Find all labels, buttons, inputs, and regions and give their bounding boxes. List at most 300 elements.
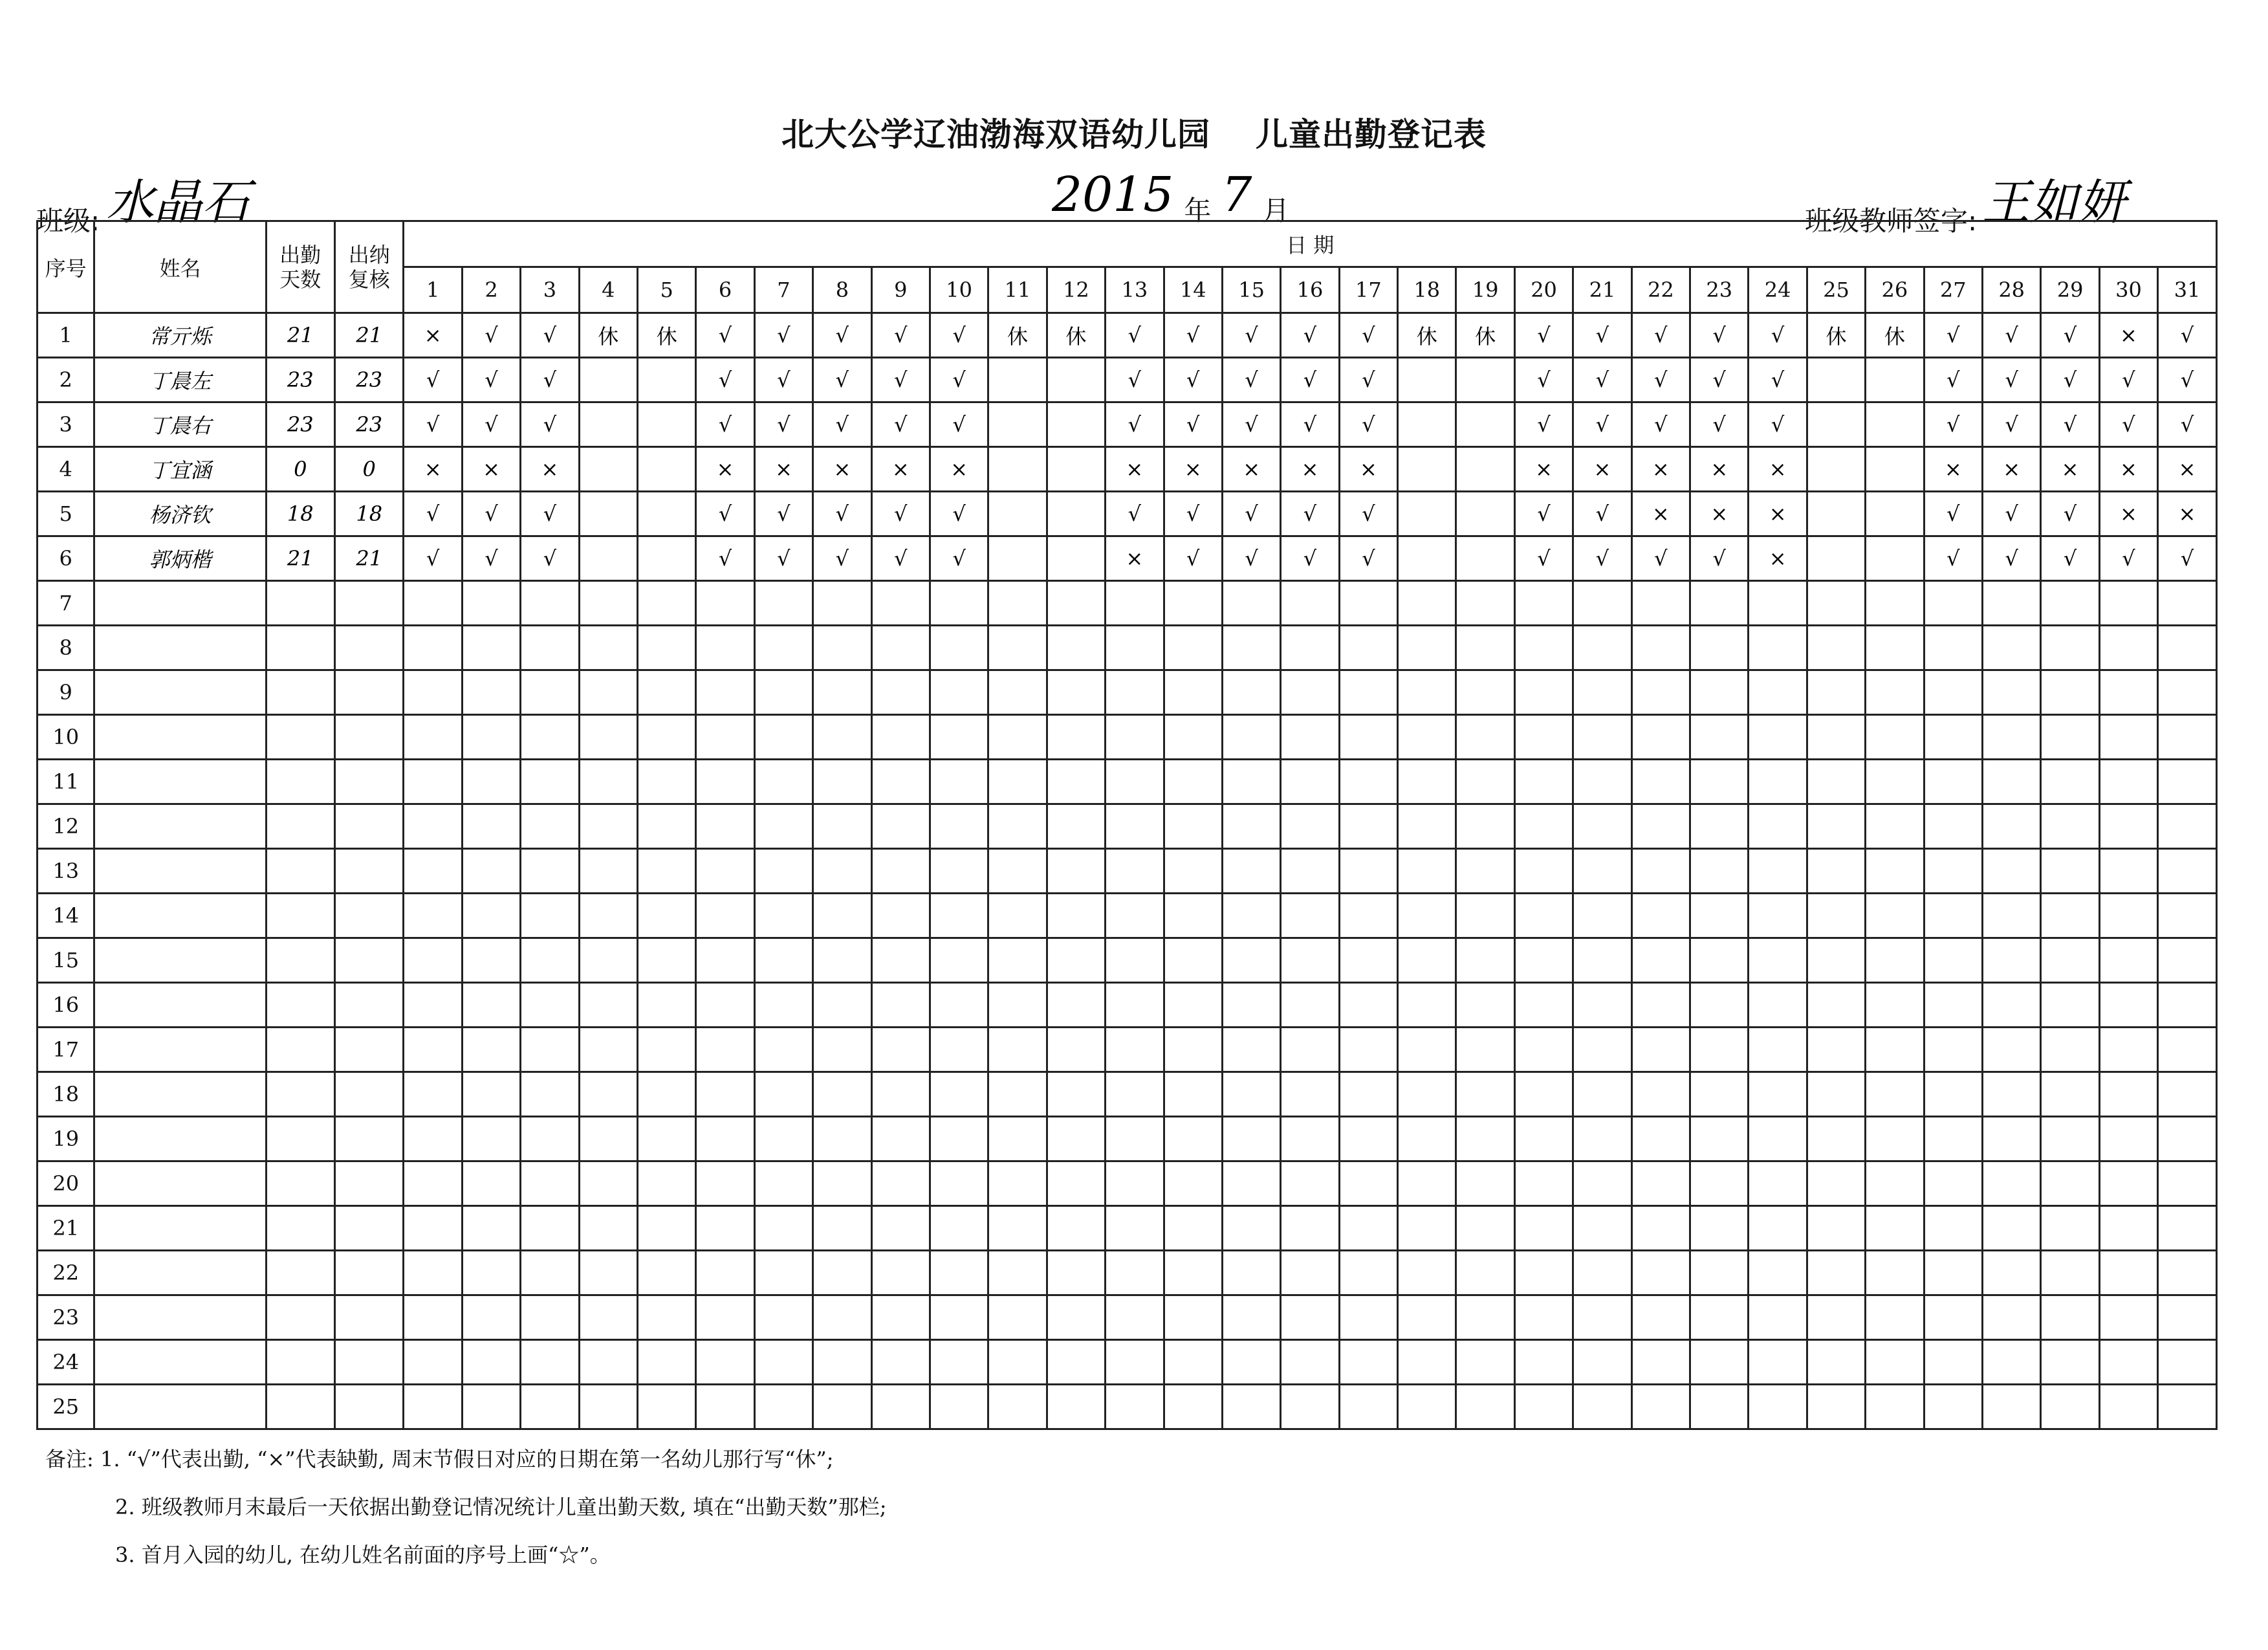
day-cell	[1514, 670, 1573, 715]
day-cell: √	[1982, 536, 2040, 581]
day-cell	[1222, 1340, 1280, 1385]
name-cell: 丁晨右	[94, 402, 266, 447]
review-cell: 21	[334, 313, 403, 358]
day-cell	[1573, 1028, 1631, 1072]
day-cell	[462, 983, 520, 1028]
day-header: 27	[1924, 267, 1982, 313]
day-cell	[579, 715, 637, 760]
day-cell: √	[1690, 402, 1749, 447]
day-cell	[1690, 1385, 1749, 1429]
day-cell: √	[1339, 536, 1397, 581]
day-cell	[1106, 670, 1164, 715]
day-cell	[1631, 804, 1690, 849]
day-cell	[1807, 894, 1865, 938]
day-header: 15	[1222, 267, 1280, 313]
day-cell	[871, 804, 930, 849]
day-cell	[1690, 894, 1749, 938]
seq-cell: 23	[38, 1295, 94, 1340]
day-cell	[1514, 581, 1573, 626]
day-cell	[1398, 1117, 1456, 1161]
day-cell	[813, 938, 871, 983]
day-cell	[988, 402, 1047, 447]
day-cell	[2041, 670, 2099, 715]
seq-cell: 2	[38, 358, 94, 402]
day-cell	[1398, 1161, 1456, 1206]
day-cell	[1631, 1251, 1690, 1295]
day-cell	[1398, 581, 1456, 626]
day-cell	[462, 1028, 520, 1072]
day-cell	[1047, 1251, 1105, 1295]
day-cell	[1106, 1251, 1164, 1295]
day-cell	[1690, 581, 1749, 626]
day-cell	[2099, 804, 2157, 849]
day-cell	[988, 1340, 1047, 1385]
day-cell	[579, 358, 637, 402]
day-cell	[2158, 1161, 2217, 1206]
day-cell	[1982, 1251, 2040, 1295]
day-cell	[1047, 894, 1105, 938]
day-cell	[2041, 1385, 2099, 1429]
day-cell	[1106, 1295, 1164, 1340]
day-cell	[754, 670, 812, 715]
day-cell	[696, 1295, 754, 1340]
day-cell	[1047, 1206, 1105, 1251]
day-cell	[1749, 581, 1807, 626]
day-cell	[579, 1295, 637, 1340]
day-cell	[404, 1340, 462, 1385]
day-cell	[638, 804, 696, 849]
day-cell	[1690, 983, 1749, 1028]
day-cell: √	[1924, 313, 1982, 358]
day-cell	[1222, 983, 1280, 1028]
class-value: 水晶石	[106, 175, 250, 230]
day-cell	[1514, 983, 1573, 1028]
day-cell	[1222, 1206, 1280, 1251]
day-cell: √	[2158, 313, 2217, 358]
day-cell	[521, 626, 579, 670]
day-cell: √	[1749, 313, 1807, 358]
day-cell	[813, 1161, 871, 1206]
attend-days-cell	[266, 670, 334, 715]
day-cell	[521, 1340, 579, 1385]
day-cell	[1398, 402, 1456, 447]
day-cell	[2041, 1028, 2099, 1072]
day-cell	[1631, 983, 1690, 1028]
day-cell	[1573, 581, 1631, 626]
day-cell	[1222, 715, 1280, 760]
table-row	[38, 670, 2217, 715]
day-cell	[638, 983, 696, 1028]
day-cell	[1690, 670, 1749, 715]
day-header: 19	[1456, 267, 1514, 313]
day-cell: √	[2041, 402, 2099, 447]
day-cell: √	[1982, 492, 2040, 536]
day-cell	[754, 1340, 812, 1385]
day-cell	[1047, 492, 1105, 536]
day-cell	[754, 626, 812, 670]
day-cell: √	[754, 358, 812, 402]
day-cell	[1047, 1385, 1105, 1429]
day-cell	[638, 626, 696, 670]
name-cell	[94, 1206, 266, 1251]
name-cell	[94, 1161, 266, 1206]
day-cell	[1982, 1206, 2040, 1251]
day-cell	[1807, 670, 1865, 715]
day-cell	[1631, 760, 1690, 804]
day-cell	[2099, 715, 2157, 760]
day-header: 12	[1047, 267, 1105, 313]
attendance-table	[36, 220, 2218, 1430]
attend-days-cell	[266, 760, 334, 804]
table-row	[38, 581, 2217, 626]
attend-days-cell	[266, 804, 334, 849]
day-cell	[1456, 1206, 1514, 1251]
day-cell	[1514, 938, 1573, 983]
day-cell: √	[1924, 492, 1982, 536]
day-cell	[754, 983, 812, 1028]
day-cell: ×	[2099, 492, 2157, 536]
day-cell: √	[404, 358, 462, 402]
day-cell	[404, 715, 462, 760]
day-cell: ×	[754, 447, 812, 492]
attend-days-cell	[266, 983, 334, 1028]
day-cell	[1982, 894, 2040, 938]
day-cell: ×	[1631, 492, 1690, 536]
day-cell	[1573, 760, 1631, 804]
day-cell	[521, 849, 579, 894]
day-header: 23	[1690, 267, 1749, 313]
day-cell	[871, 670, 930, 715]
day-cell	[579, 1117, 637, 1161]
day-cell	[1514, 1117, 1573, 1161]
day-cell	[930, 1206, 988, 1251]
attend-days-cell: 21	[266, 536, 334, 581]
review-cell	[334, 1028, 403, 1072]
day-cell	[1924, 581, 1982, 626]
day-cell	[871, 849, 930, 894]
day-cell: √	[2041, 313, 2099, 358]
day-cell	[1106, 760, 1164, 804]
day-cell	[988, 581, 1047, 626]
note-2: 2. 班级教师月末最后一天依据出勤登记情况统计儿童出勤天数, 填在“出勤天数”那栏;	[115, 1495, 887, 1519]
day-cell	[1924, 1251, 1982, 1295]
day-cell	[462, 1295, 520, 1340]
day-cell	[1047, 626, 1105, 670]
day-cell	[1982, 804, 2040, 849]
day-cell: √	[813, 313, 871, 358]
day-cell	[871, 1161, 930, 1206]
day-cell: √	[2158, 402, 2217, 447]
day-cell	[1866, 402, 1924, 447]
review-cell	[334, 938, 403, 983]
day-cell	[579, 492, 637, 536]
day-cell	[404, 1251, 462, 1295]
day-cell	[1047, 1161, 1105, 1206]
table-row	[38, 1117, 2217, 1161]
day-cell	[1456, 1340, 1514, 1385]
day-cell: ×	[1339, 447, 1397, 492]
day-cell	[462, 1161, 520, 1206]
day-cell	[1749, 1206, 1807, 1251]
day-cell	[2158, 1295, 2217, 1340]
day-cell: √	[1514, 492, 1573, 536]
day-cell	[2099, 1206, 2157, 1251]
day-cell: √	[871, 402, 930, 447]
day-header: 10	[930, 267, 988, 313]
day-cell	[871, 1117, 930, 1161]
day-cell	[1339, 1340, 1397, 1385]
attend-days-cell	[266, 715, 334, 760]
day-cell	[1749, 938, 1807, 983]
seq-cell: 6	[38, 536, 94, 581]
attend-days-cell	[266, 1117, 334, 1161]
day-cell	[2041, 894, 2099, 938]
day-cell: √	[462, 492, 520, 536]
day-cell	[2158, 1072, 2217, 1117]
day-cell	[1222, 1161, 1280, 1206]
table-row	[38, 447, 2217, 492]
day-cell	[2099, 1117, 2157, 1161]
day-header: 4	[579, 267, 637, 313]
seq-cell: 17	[38, 1028, 94, 1072]
day-cell: √	[1514, 536, 1573, 581]
day-cell	[462, 715, 520, 760]
day-cell	[754, 938, 812, 983]
day-cell: √	[1982, 358, 2040, 402]
day-cell	[521, 938, 579, 983]
day-cell	[1807, 402, 1865, 447]
day-cell	[1047, 1340, 1105, 1385]
attend-days-cell	[266, 1072, 334, 1117]
day-cell: √	[1164, 402, 1222, 447]
day-cell	[930, 626, 988, 670]
day-cell	[1924, 1385, 1982, 1429]
day-cell: ×	[1982, 447, 2040, 492]
day-cell: √	[1222, 492, 1280, 536]
day-cell: √	[521, 492, 579, 536]
day-cell	[2041, 581, 2099, 626]
day-cell	[1690, 1295, 1749, 1340]
day-cell	[754, 1251, 812, 1295]
day-cell: √	[930, 402, 988, 447]
day-cell	[813, 760, 871, 804]
day-cell	[1866, 804, 1924, 849]
day-cell	[696, 938, 754, 983]
seq-cell: 22	[38, 1251, 94, 1295]
day-cell	[1866, 1340, 1924, 1385]
day-cell	[930, 715, 988, 760]
day-cell	[521, 581, 579, 626]
day-cell	[871, 760, 930, 804]
day-cell	[579, 581, 637, 626]
day-cell	[930, 1340, 988, 1385]
day-cell	[1398, 626, 1456, 670]
day-cell	[1573, 1385, 1631, 1429]
day-cell	[1222, 849, 1280, 894]
day-cell	[1339, 760, 1397, 804]
day-cell	[1164, 1028, 1222, 1072]
table-row	[38, 983, 2217, 1028]
table-row	[38, 760, 2217, 804]
seq-cell: 25	[38, 1385, 94, 1429]
day-cell	[462, 1340, 520, 1385]
teacher-signature: 王如妍	[1982, 175, 2126, 230]
day-cell: 休	[579, 313, 637, 358]
year-value: 2015	[1052, 167, 1174, 223]
day-cell	[2158, 894, 2217, 938]
day-cell	[1866, 760, 1924, 804]
day-cell	[1106, 1117, 1164, 1161]
day-cell	[1164, 1161, 1222, 1206]
day-cell	[1866, 358, 1924, 402]
day-cell	[1398, 358, 1456, 402]
day-cell	[1749, 670, 1807, 715]
day-cell	[638, 760, 696, 804]
day-cell	[1866, 581, 1924, 626]
table-row	[38, 626, 2217, 670]
day-cell	[988, 983, 1047, 1028]
day-cell	[1339, 983, 1397, 1028]
day-cell	[930, 804, 988, 849]
day-cell	[1807, 715, 1865, 760]
day-cell	[1281, 715, 1339, 760]
day-cell	[1164, 1295, 1222, 1340]
day-cell	[579, 626, 637, 670]
day-cell: √	[1690, 358, 1749, 402]
day-cell: 休	[988, 313, 1047, 358]
day-cell	[521, 760, 579, 804]
day-cell	[638, 1340, 696, 1385]
day-cell	[1631, 1385, 1690, 1429]
day-cell	[1982, 670, 2040, 715]
day-cell	[2158, 1206, 2217, 1251]
day-cell	[638, 581, 696, 626]
day-cell	[988, 358, 1047, 402]
day-cell	[813, 804, 871, 849]
day-cell	[1807, 1028, 1865, 1072]
day-cell: √	[1222, 358, 1280, 402]
day-cell	[1982, 983, 2040, 1028]
day-cell	[1047, 1028, 1105, 1072]
day-cell	[1749, 1251, 1807, 1295]
day-cell	[1281, 1340, 1339, 1385]
table-row	[38, 1340, 2217, 1385]
day-cell: ×	[1281, 447, 1339, 492]
day-cell	[1807, 1340, 1865, 1385]
day-cell	[579, 1072, 637, 1117]
day-cell	[988, 849, 1047, 894]
day-cell	[2158, 804, 2217, 849]
review-cell: 0	[334, 447, 403, 492]
day-cell	[871, 715, 930, 760]
day-cell	[988, 1251, 1047, 1295]
day-cell	[1749, 1117, 1807, 1161]
day-cell	[1924, 1340, 1982, 1385]
day-cell	[2041, 760, 2099, 804]
day-cell	[930, 1072, 988, 1117]
day-cell: √	[1164, 313, 1222, 358]
day-cell	[1106, 983, 1164, 1028]
day-cell	[404, 1161, 462, 1206]
day-cell	[1164, 581, 1222, 626]
day-header: 29	[2041, 267, 2099, 313]
day-cell: √	[462, 536, 520, 581]
day-cell	[696, 1117, 754, 1161]
attend-days-cell: 21	[266, 313, 334, 358]
day-cell	[1164, 1117, 1222, 1161]
day-cell	[521, 1385, 579, 1429]
day-cell	[1222, 1117, 1280, 1161]
day-cell	[1398, 447, 1456, 492]
day-cell	[1573, 715, 1631, 760]
review-cell: 18	[334, 492, 403, 536]
day-cell	[579, 447, 637, 492]
day-cell	[1807, 358, 1865, 402]
day-cell	[1339, 626, 1397, 670]
day-cell	[1807, 1385, 1865, 1429]
day-cell	[1456, 1385, 1514, 1429]
day-cell: 休	[1047, 313, 1105, 358]
day-cell	[2041, 938, 2099, 983]
day-cell	[1281, 938, 1339, 983]
day-cell	[1514, 1072, 1573, 1117]
day-cell	[1514, 894, 1573, 938]
seq-cell: 11	[38, 760, 94, 804]
day-cell	[1807, 447, 1865, 492]
day-cell	[2158, 1117, 2217, 1161]
day-cell: √	[1281, 402, 1339, 447]
table-row	[38, 313, 2217, 358]
day-cell: √	[813, 402, 871, 447]
day-cell	[1924, 1028, 1982, 1072]
day-cell: ×	[1690, 447, 1749, 492]
day-cell: √	[696, 313, 754, 358]
day-cell	[404, 1385, 462, 1429]
day-cell	[462, 849, 520, 894]
day-cell	[1456, 1295, 1514, 1340]
day-cell	[813, 894, 871, 938]
day-cell: √	[1924, 358, 1982, 402]
name-cell	[94, 1028, 266, 1072]
day-cell	[871, 1206, 930, 1251]
day-cell	[1164, 760, 1222, 804]
day-cell	[521, 1251, 579, 1295]
day-cell	[2158, 1385, 2217, 1429]
day-cell: ×	[2158, 492, 2217, 536]
day-cell	[813, 581, 871, 626]
day-cell: ×	[1222, 447, 1280, 492]
day-cell	[638, 358, 696, 402]
day-cell	[754, 715, 812, 760]
day-cell: √	[1106, 492, 1164, 536]
day-cell	[1982, 1072, 2040, 1117]
day-cell	[1514, 1295, 1573, 1340]
day-cell	[1339, 1251, 1397, 1295]
seq-cell: 4	[38, 447, 94, 492]
attend-days-cell	[266, 626, 334, 670]
day-header: 14	[1164, 267, 1222, 313]
day-cell	[1164, 1340, 1222, 1385]
day-cell	[1807, 1251, 1865, 1295]
day-cell: √	[1573, 313, 1631, 358]
day-cell	[1339, 715, 1397, 760]
day-cell	[2099, 938, 2157, 983]
review-cell	[334, 849, 403, 894]
day-cell: √	[1924, 402, 1982, 447]
seq-cell: 9	[38, 670, 94, 715]
day-cell: √	[2041, 492, 2099, 536]
day-cell	[871, 938, 930, 983]
